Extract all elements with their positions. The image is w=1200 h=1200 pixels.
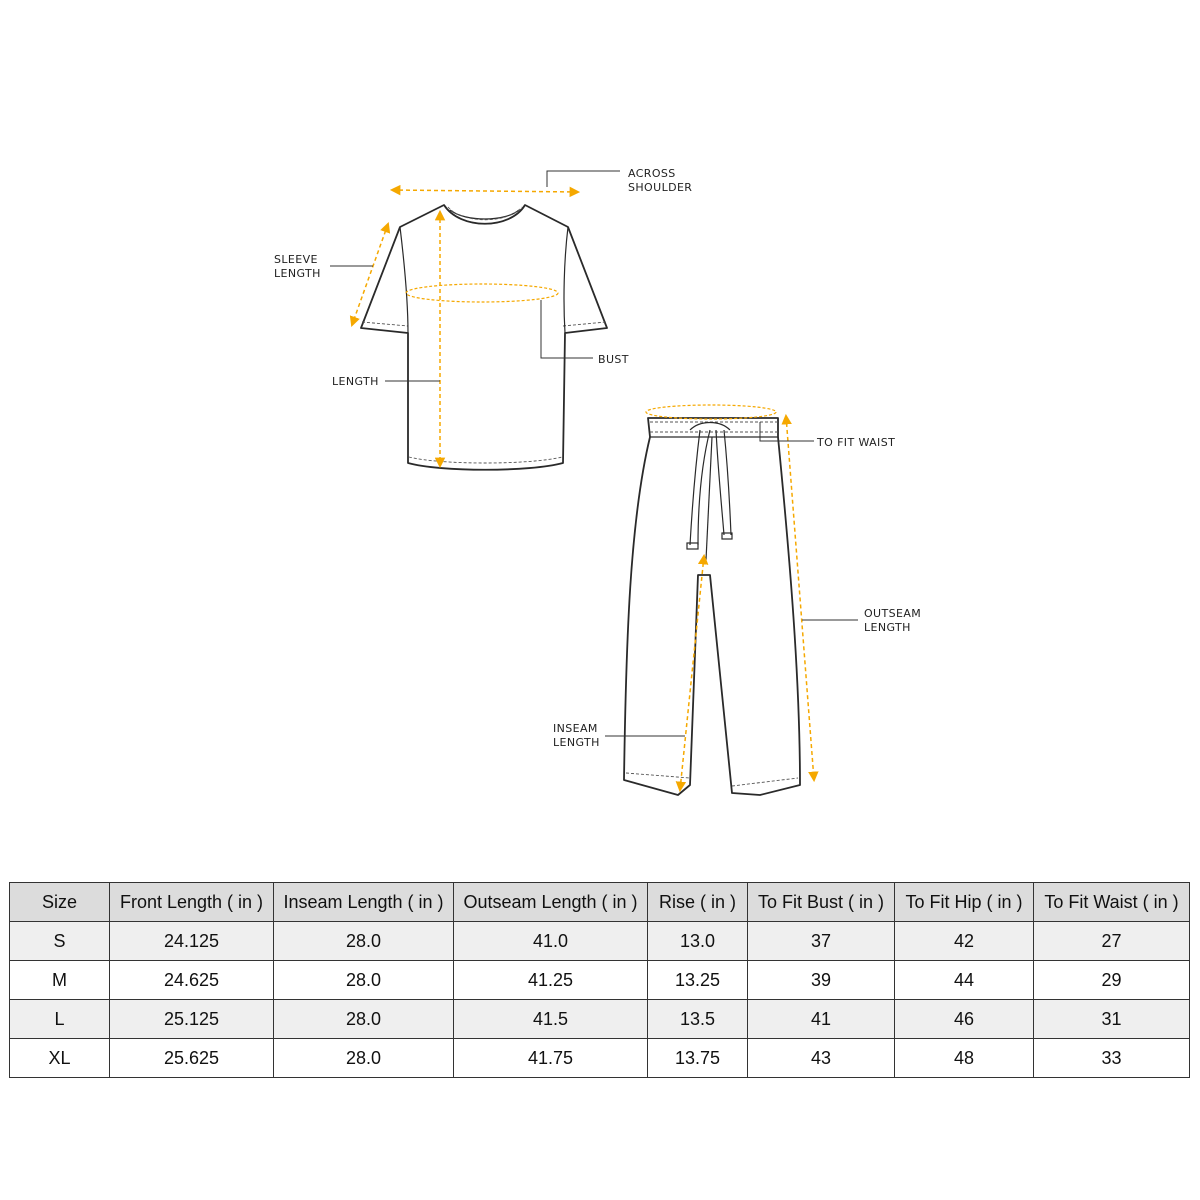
table-cell: 31	[1034, 1000, 1190, 1039]
table-cell: 42	[895, 922, 1034, 961]
label-length: LENGTH	[332, 375, 379, 388]
table-cell: 28.0	[274, 922, 454, 961]
tshirt-illustration	[361, 205, 607, 470]
table-cell: 13.25	[648, 961, 748, 1000]
header-to-fit-bust: To Fit Bust ( in )	[748, 883, 895, 922]
table-cell: XL	[10, 1039, 110, 1078]
table-row	[10, 961, 1190, 1000]
header-size: Size	[10, 883, 110, 922]
table-header-row	[10, 883, 1190, 922]
label-bust: BUST	[598, 353, 629, 366]
waist-ellipse	[646, 405, 776, 419]
table-cell: 29	[1034, 961, 1190, 1000]
header-rise: Rise ( in )	[648, 883, 748, 922]
table-cell: 24.125	[110, 922, 274, 961]
table-cell: 24.625	[110, 961, 274, 1000]
table-cell: 27	[1034, 922, 1190, 961]
table-cell: 25.125	[110, 1000, 274, 1039]
table-cell: 39	[748, 961, 895, 1000]
label-to-fit-waist: TO FIT WAIST	[817, 436, 896, 449]
table-cell: 37	[748, 922, 895, 961]
table-cell: 13.75	[648, 1039, 748, 1078]
table-cell: 28.0	[274, 1000, 454, 1039]
header-inseam-length: Inseam Length ( in )	[274, 883, 454, 922]
table-cell: 13.5	[648, 1000, 748, 1039]
table-cell: S	[10, 922, 110, 961]
size-chart-table	[9, 882, 1190, 1078]
label-across-shoulder: ACROSS SHOULDER	[628, 167, 693, 194]
table-row	[10, 1000, 1190, 1039]
table-cell: 41.75	[454, 1039, 648, 1078]
across-shoulder-arrow	[392, 190, 578, 192]
table-row	[10, 1039, 1190, 1078]
pants-illustration	[624, 418, 800, 795]
table-cell: 13.0	[648, 922, 748, 961]
table-cell: 46	[895, 1000, 1034, 1039]
table-cell: 43	[748, 1039, 895, 1078]
label-sleeve-length: SLEEVE LENGTH	[274, 253, 321, 280]
table-cell: 33	[1034, 1039, 1190, 1078]
header-front-length: Front Length ( in )	[110, 883, 274, 922]
table-cell: M	[10, 961, 110, 1000]
table-cell: 48	[895, 1039, 1034, 1078]
table-cell: 25.625	[110, 1039, 274, 1078]
table-cell: L	[10, 1000, 110, 1039]
header-to-fit-hip: To Fit Hip ( in )	[895, 883, 1034, 922]
label-outseam-length: OUTSEAM LENGTH	[864, 607, 922, 634]
table-cell: 28.0	[274, 1039, 454, 1078]
label-inseam-length: INSEAM LENGTH	[553, 722, 600, 749]
table-cell: 41.5	[454, 1000, 648, 1039]
table-cell: 44	[895, 961, 1034, 1000]
header-to-fit-waist: To Fit Waist ( in )	[1034, 883, 1190, 922]
table-cell: 28.0	[274, 961, 454, 1000]
table-cell: 41.25	[454, 961, 648, 1000]
table-cell: 41.0	[454, 922, 648, 961]
table-cell: 41	[748, 1000, 895, 1039]
table-row	[10, 922, 1190, 961]
header-outseam-length: Outseam Length ( in )	[454, 883, 648, 922]
